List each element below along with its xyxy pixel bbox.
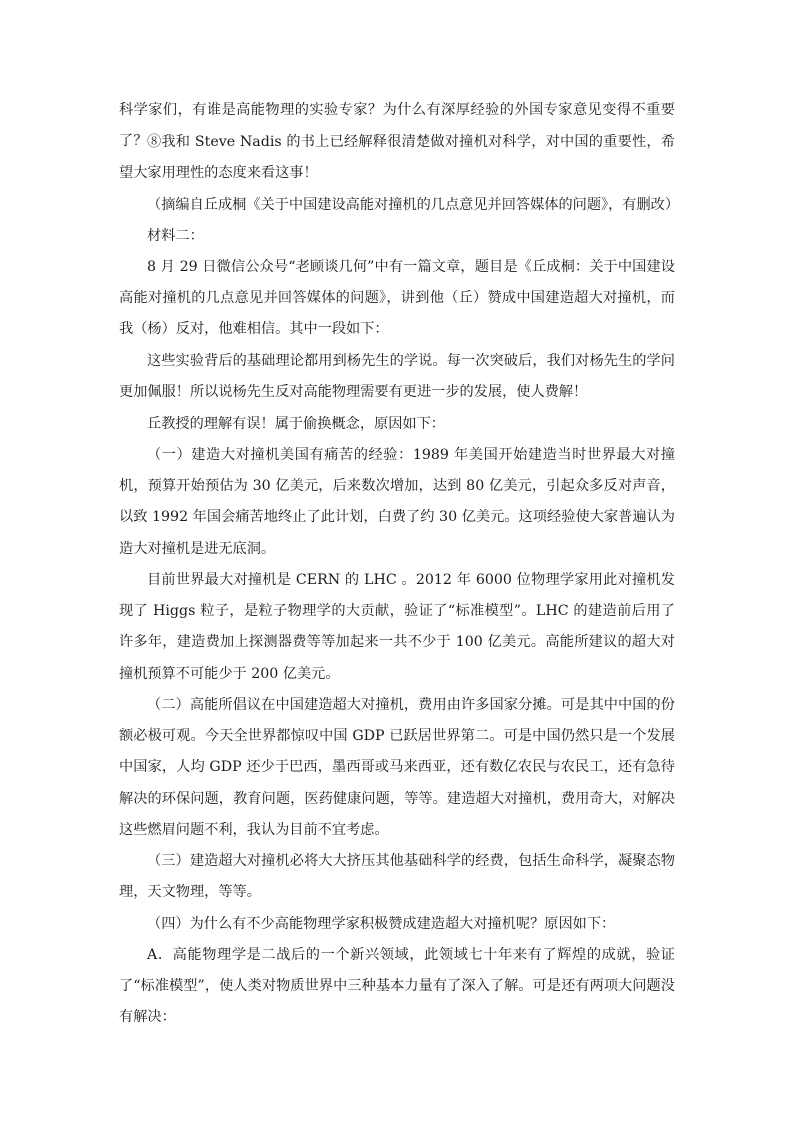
paragraph-9: 目前世界最大对撞机是 CERN 的 LHC 。2012 年 6000 位物理学家用此对撞机发现了 Higgs 粒子，是粒子物理学的大贡献，验证了“标准模型”。LHC 的建造前后用了许多年，建造费加上探测器费等等加起来一共不少于 100 亿美元。高能所建议的超大对撞机预算不可能少于 200 亿美元。	[119, 572, 675, 682]
quoted-passage: 这些实验背后的基础理论都用到杨先生的学说。每一次突破后，我们对杨先生的学问更加佩服！所以说杨先生反对高能物理需要有更进一步的发展，使人费解！	[119, 353, 675, 401]
point-one: （一）建造大对撞机美国有痛苦的经验：1989 年美国开始建造当时世界最大对撞机，预算开始预估为 30 亿美元，后来数次增加，达到 80 亿美元，引起众多反对声音，以致 1992 年国会痛苦地终止了此计划，白费了约 30 亿美元。这项经验使大家普遍认为造大对撞机是进无底洞。	[119, 447, 675, 557]
point-four-a: A．高能物理学是二战后的一个新兴领域，此领域七十年来有了辉煌的成就，验证了“标准模型”，使人类对物质世界中三种基本力量有了深入了解。可是还有两项大问题没有解决：	[119, 947, 675, 1026]
source-citation: （摘编自丘成桐《关于中国建设高能对撞机的几点意见并回答媒体的问题》，有删改）	[147, 197, 680, 213]
paragraph-7: 丘教授的理解有误！属于偷换概念，原因如下：	[147, 416, 445, 432]
material-two-heading: 材料二：	[147, 228, 204, 244]
paragraph-2: ⑧我和 Steve Nadis 的书上已经解释很清楚做对撞机对科学，对中国的重要性，希望大家用理性的态度来看这事！	[119, 134, 675, 182]
point-three: （三）建造超大对撞机必将大大挤压其他基础科学的经费，包括生命科学，凝聚态物理，天文物理，等等。	[119, 853, 675, 901]
paragraph-5: 8 月 29 日微信公众号“老顾谈几何”中有一篇文章，题目是《丘成桐：关于中国建设高能对撞机的几点意见并回答媒体的问题》，讲到他（丘）赞成中国建造超大对撞机，而我（杨）反对，他难相信。其中一段如下：	[119, 259, 675, 338]
point-four: （四）为什么有不少高能物理学家积极赞成建造超大对撞机呢？原因如下：	[147, 916, 616, 932]
point-two: （二）高能所倡议在中国建造超大对撞机，费用由许多国家分摊。可是其中中国的份额必极可观。今天全世界都惊叹中国 GDP 已跃居世界第二。可是中国仍然只是一个发展中国家，人均 GDP 还少于巴西，墨西哥或马来西亚，还有数亿农民与农民工，还有急待解决的环保问题，教育问题，医药健康问题，等等。建造超大对撞机，费用奇大，对解决这些燃眉问题不利，我认为目前不宜考虑。	[119, 697, 675, 838]
paragraph-1: 科学家们，有谁是高能物理的实验专家？为什么有深厚经验的外国专家意见变得不重要了？	[119, 102, 675, 150]
